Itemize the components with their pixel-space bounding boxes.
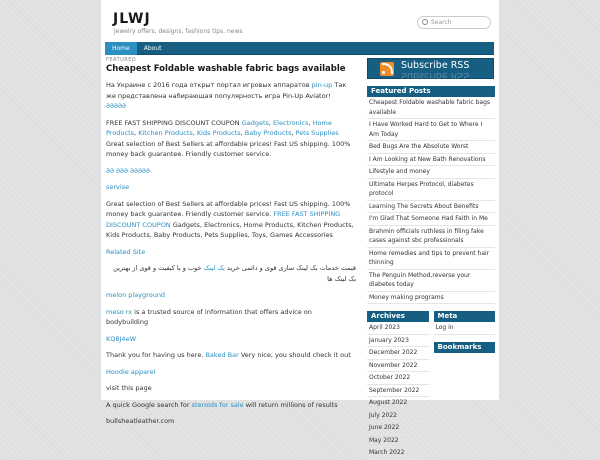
archives-heading: Archives: [367, 311, 429, 322]
meta-heading: Meta: [434, 311, 496, 322]
text: На Украине с 2016 года открыт портал игровых аппаратов: [106, 81, 312, 89]
list-item[interactable]: May 2022: [367, 435, 429, 448]
list-item[interactable]: April 2023: [367, 322, 429, 335]
featured-posts-list: [367, 97, 495, 304]
paragraph-persian: [106, 263, 356, 284]
rss-icon: [380, 62, 394, 76]
paragraph-google: [106, 400, 356, 411]
list-item[interactable]: June 2022: [367, 422, 429, 435]
paragraph-3: [106, 199, 356, 241]
link-steroids[interactable]: steroids for sale: [191, 400, 244, 409]
list-item[interactable]: The Penguin Method,reverse your diabetes today: [367, 270, 495, 292]
featured-label: FEATURED: [106, 57, 137, 63]
link-kitchen-products[interactable]: Kitchen Products: [138, 129, 193, 137]
sidebar: [367, 57, 495, 460]
featured-posts-heading: Featured Posts: [367, 86, 495, 97]
bookmarks-heading: Bookmarks: [434, 342, 496, 353]
text: Great selection of Best Sellers at affordable prices! Fast US shipping. 100% money back guarantee. Friendly customer service.: [106, 139, 351, 158]
paragraph-meso: [106, 307, 356, 328]
link-glyphs[interactable]: 𐐀𐐀𐐀𐐀𐐀: [106, 102, 126, 110]
link-pin-up[interactable]: pin-up: [311, 81, 333, 89]
list-item[interactable]: Ultimate Herpes Protocol, diabetes protocol: [367, 179, 495, 201]
text: خوب و با کیفیت و قوی از بهترین بک لینک ها: [113, 264, 356, 283]
text: Gadgets, Electronics, Home Products, Kitchen Products, Kids Products, Baby Products, Pets Supplies, Toys, Games Accessories: [106, 220, 354, 239]
list-item[interactable]: Home remedies and tips to prevent hair thinning: [367, 248, 495, 270]
search-icon: [422, 19, 428, 25]
archives-list: [367, 322, 429, 460]
main-content: [106, 57, 356, 433]
list-item[interactable]: I Am Looking at New Bath Renovations: [367, 154, 495, 167]
list-item[interactable]: Learning The Secrets About Benefits: [367, 201, 495, 214]
link-melon-playground[interactable]: melon playground: [106, 291, 166, 299]
text: Так же представлена набирающая популярность игра Pin-Up Aviator!: [106, 81, 347, 100]
archives-column: [367, 304, 429, 460]
link-meso-rx[interactable]: meso rx: [106, 307, 133, 316]
text: Great selection of Best Sellers at affordable prices! Fast US shipping. 100% money back guarantee. Friendly customer service.: [106, 199, 351, 218]
site-tagline: jewelry offers, designs, fashions tips, news: [114, 28, 243, 35]
meta-column: [434, 304, 496, 460]
list-item[interactable]: Money making programs: [367, 292, 495, 305]
text: قیمت خدمات بک لینک سازی قوی و دائمی خرید: [224, 264, 356, 272]
list-item[interactable]: I Have Worked Hard to Get to Where I Am Today: [367, 119, 495, 141]
link-kq[interactable]: KQ8J4eW: [106, 334, 136, 343]
link-baby-products[interactable]: Baby Products: [244, 129, 292, 137]
list-item[interactable]: Lifestyle and money: [367, 166, 495, 179]
subscribe-rss-button[interactable]: [367, 58, 494, 79]
text: is a trusted source of information that offers advice on bodybuilding: [106, 307, 312, 326]
text: A quick Google search for: [106, 400, 192, 409]
list-item[interactable]: October 2022: [367, 372, 429, 385]
meta-list: [434, 322, 496, 335]
link-home-products[interactable]: Home Products: [106, 118, 332, 137]
link-arabic[interactable]: 𐐀𐐀 𐐀𐐀𐐀 𐐀𐐀𐐀𐐀𐐀: [106, 166, 151, 175]
visit-text: visit this page: [106, 384, 152, 392]
nav-home[interactable]: Home: [105, 42, 137, 55]
paragraph-1: [106, 80, 356, 112]
link-servise[interactable]: servise: [106, 183, 130, 191]
link-electronics[interactable]: Electronics: [273, 118, 309, 127]
list-item[interactable]: March 2022: [367, 447, 429, 460]
rss-label-reflection: Subscribe RSS: [401, 70, 470, 81]
login-link[interactable]: Log in: [434, 322, 496, 335]
sidebar-columns: [367, 304, 495, 460]
rss-label: Subscribe RSS: [401, 60, 470, 71]
site-title[interactable]: JLWJ: [113, 11, 151, 27]
list-item[interactable]: Cheapest Foldable washable fabric bags available: [367, 97, 495, 119]
list-item[interactable]: Brahmin officials ruthless in filing fake cases against sbc professionals: [367, 226, 495, 248]
link-gadgets[interactable]: Gadgets: [241, 118, 269, 127]
link-related-site[interactable]: Related Site: [106, 247, 146, 256]
paragraph-thanks: [106, 350, 356, 361]
link-free-shipping[interactable]: FREE FAST SHIPPING DISCOUNT COUPON: [106, 210, 341, 229]
search-input[interactable]: [417, 16, 491, 29]
text: will return millions of results: [243, 400, 338, 409]
nav-about[interactable]: About: [143, 45, 162, 52]
link-kids-products[interactable]: Kids Products: [196, 129, 241, 137]
text: Very nice, you should check it out: [238, 351, 351, 359]
main-nav: [105, 42, 494, 55]
list-item[interactable]: December 2022: [367, 347, 429, 360]
text: Thank you for having us here.: [106, 351, 206, 359]
text: FREE FAST SHIPPING DISCOUNT COUPON: [106, 118, 242, 127]
link-backlink[interactable]: بک لینک: [203, 264, 225, 272]
post-title[interactable]: Cheapest Foldable washable fabric bags available: [106, 64, 346, 74]
bulls-text: bullsheatleather.com: [106, 417, 175, 425]
list-item[interactable]: November 2022: [367, 360, 429, 373]
list-item[interactable]: Bed Bugs Are the Absolute Worst: [367, 141, 495, 154]
link-pets-supplies[interactable]: Pets Supplies: [295, 129, 339, 137]
list-item[interactable]: July 2022: [367, 410, 429, 423]
search-placeholder: Search: [431, 19, 452, 26]
list-item[interactable]: September 2022: [367, 385, 429, 398]
list-item[interactable]: August 2022: [367, 397, 429, 410]
link-baked-bar[interactable]: Baked Bar: [205, 351, 239, 359]
paragraph-2: FREE FAST SHIPPING DISCOUNT COUPON Gadgets, Electronics, Home Products, Kitchen Products, Kids Products, Baby Products, Pets Supplies Great selection of Best Sellers at affordable prices! Fast US shipping. 100% money back guarantee. Friendly customer service.: [106, 118, 351, 158]
list-item[interactable]: January 2023: [367, 335, 429, 348]
page: [101, 0, 499, 456]
link-hoodie[interactable]: Hoodie apparel: [106, 367, 156, 376]
list-item[interactable]: I'm Glad That Someone Had Faith in Me: [367, 213, 495, 226]
